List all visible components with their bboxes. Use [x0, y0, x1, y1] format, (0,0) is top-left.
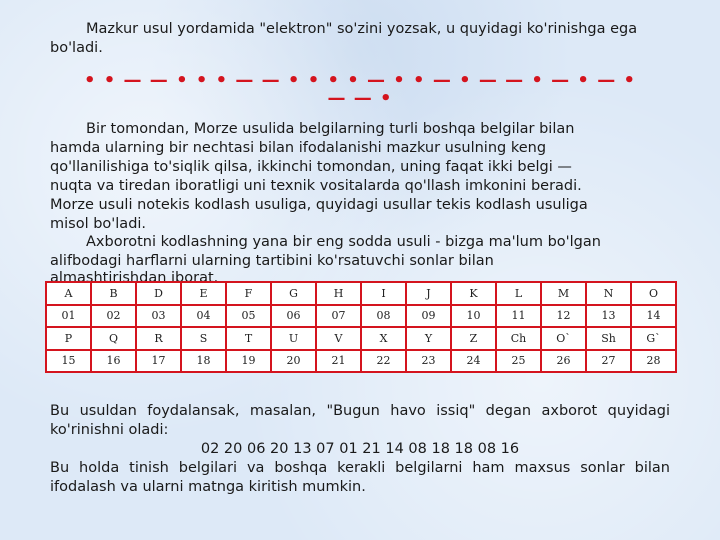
table-cell: L: [496, 282, 541, 305]
table-cell: R: [136, 327, 181, 350]
table-cell: U: [271, 327, 316, 350]
table-row: [46, 282, 676, 305]
closing-paragraph: Bu holda tinish belgilari va boshqa kerakli belgilarni ham maxsus sonlar bilan ifodalash va ularni matnga kiritish mumkin.: [50, 460, 670, 495]
text-line: misol bo'ladi.: [50, 216, 147, 232]
table-cell: T: [226, 327, 271, 350]
table-cell: I: [361, 282, 406, 305]
table-cell: 09: [406, 305, 451, 328]
table-cell: E: [181, 282, 226, 305]
table-row: [46, 350, 676, 373]
text-line: nuqta va tiredan iboratligi uni texnik vositalarda qo'llash imkonini beradi.: [50, 178, 582, 194]
table-cell: 16: [91, 350, 136, 373]
table-cell: 21: [316, 350, 361, 373]
table-cell: 24: [451, 350, 496, 373]
table-row: [46, 327, 676, 350]
table-cell: 25: [496, 350, 541, 373]
morse-code-line-1: • • — — • • • — — • • • • — • • — • — — • — • — •: [84, 70, 636, 91]
text-line: Axborotni kodlashning yana bir eng sodda usuli - bizga ma'lum bo'lgan: [86, 234, 601, 250]
table-cell: 11: [496, 305, 541, 328]
table-cell: M: [541, 282, 586, 305]
table-cell: 14: [631, 305, 676, 328]
text-line-partially-hidden: almashtirishdan iborat.: [50, 270, 219, 281]
table-cell: 15: [46, 350, 91, 373]
table-cell: 19: [226, 350, 271, 373]
intro-paragraph: Mazkur usul yordamida "elektron" so'zini yozsak, u quyidagi ko'rinishga ega bo'ladi.: [50, 21, 638, 56]
table-cell: Q: [91, 327, 136, 350]
table-cell: V: [316, 327, 361, 350]
table-cell: 07: [316, 305, 361, 328]
table-cell: 13: [586, 305, 631, 328]
table-row: [46, 305, 676, 328]
table-cell: 08: [361, 305, 406, 328]
text-line: Bir tomondan, Morze usulida belgilarning turli boshqa belgilar bilan: [86, 121, 575, 137]
table-cell: 20: [271, 350, 316, 373]
morse-code-line-2: — — •: [327, 88, 393, 109]
table-cell: A: [46, 282, 91, 305]
table-cell: 28: [631, 350, 676, 373]
morze-paragraph: [50, 120, 670, 234]
text-line: alifbodagi harflarni ularning tartibini ko'rsatuvchi sonlar bilan: [50, 253, 494, 269]
text-line: hamda ularning bir nechtasi bilan ifodalanishi mazkur usulning keng: [50, 140, 547, 156]
table-cell: Y: [406, 327, 451, 350]
table-cell: 04: [181, 305, 226, 328]
table-cell: O: [631, 282, 676, 305]
example-paragraph: Bu usuldan foydalansak, masalan, "Bugun havo issiq" degan axborot quyidagi ko'rinishni oladi:: [50, 403, 670, 438]
table-cell: O`: [541, 327, 586, 350]
table-cell: N: [586, 282, 631, 305]
table-cell: G`: [631, 327, 676, 350]
table-cell: 02: [91, 305, 136, 328]
table-cell: K: [451, 282, 496, 305]
table-cell: 10: [451, 305, 496, 328]
table-cell: 26: [541, 350, 586, 373]
table-cell: D: [136, 282, 181, 305]
table-cell: S: [181, 327, 226, 350]
text-line: Morze usuli notekis kodlash usuliga, quyidagi usullar tekis kodlash usuliga: [50, 197, 588, 213]
table-cell: 06: [271, 305, 316, 328]
table-cell: 03: [136, 305, 181, 328]
text-line: qo'llanilishiga to'siqlik qilsa, ikkinchi tomondan, uning faqat ikki belgi —: [50, 159, 572, 175]
table-cell: 27: [586, 350, 631, 373]
table-cell: G: [271, 282, 316, 305]
table-cell: 12: [541, 305, 586, 328]
table-cell: X: [361, 327, 406, 350]
table-cell: F: [226, 282, 271, 305]
table-cell: 18: [181, 350, 226, 373]
table-cell: Sh: [586, 327, 631, 350]
table-cell: H: [316, 282, 361, 305]
table-cell: 01: [46, 305, 91, 328]
encoded-message: 02 20 06 20 13 07 01 21 14 08 18 18 08 16: [200, 441, 520, 457]
table-cell: J: [406, 282, 451, 305]
table-cell: 05: [226, 305, 271, 328]
table-cell: 23: [406, 350, 451, 373]
letter-code-table: [45, 281, 677, 373]
table-cell: 17: [136, 350, 181, 373]
table-cell: Ch: [496, 327, 541, 350]
table-cell: B: [91, 282, 136, 305]
table-cell: 22: [361, 350, 406, 373]
table-cell: Z: [451, 327, 496, 350]
alphabet-paragraph: [50, 233, 670, 271]
table-cell: P: [46, 327, 91, 350]
